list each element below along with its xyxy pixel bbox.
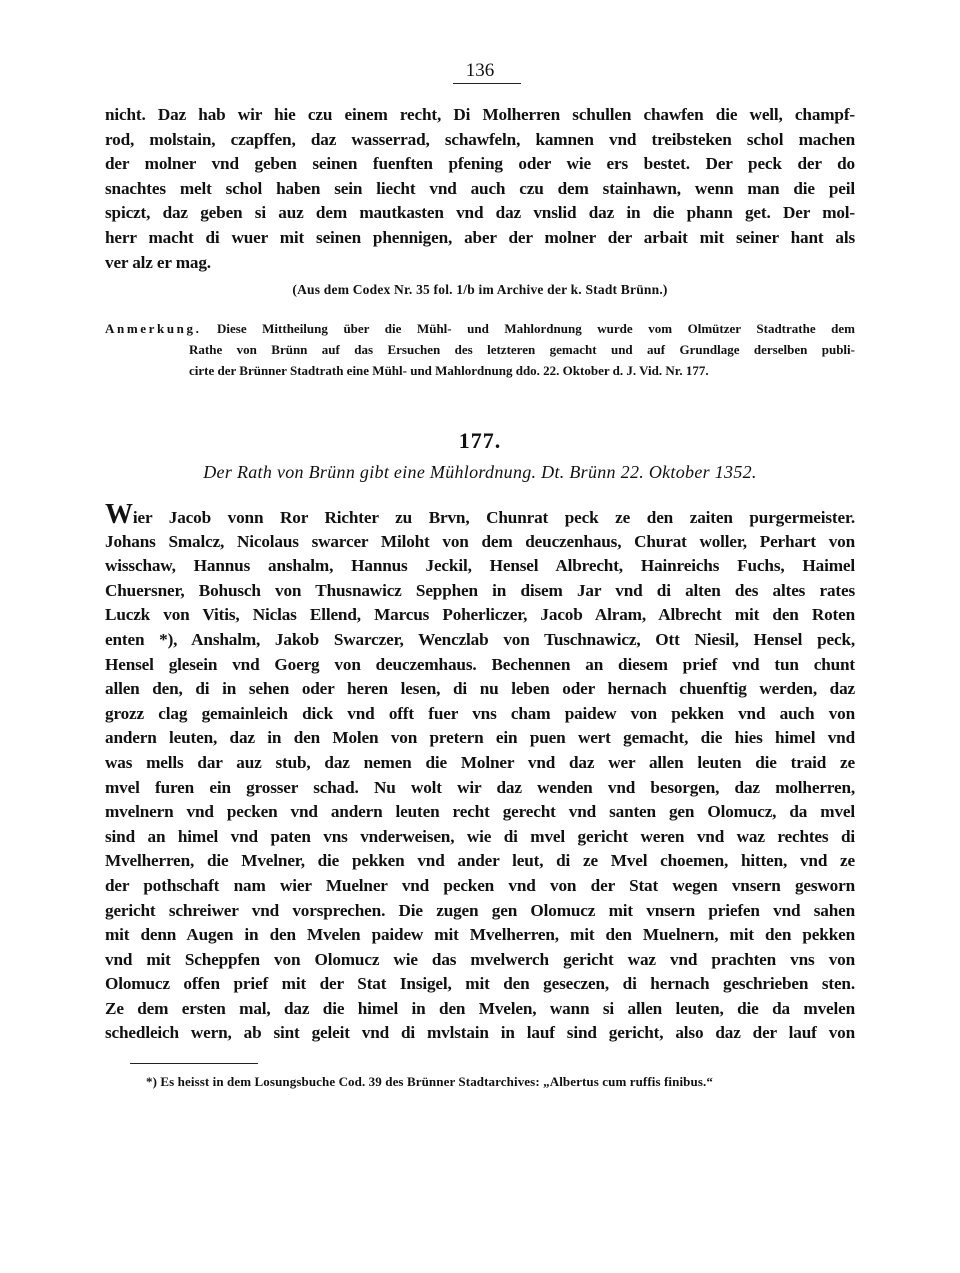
footnote-divider xyxy=(130,1063,258,1064)
first-line-text: ier Jacob vonn Ror Richter zu Brvn, Chunrat peck ze den zaiten purgermeister. xyxy=(132,508,855,527)
text-line: allen den, di in sehen oder heren lesen, di nu leben oder hernach chuenftig werden, daz xyxy=(105,679,855,699)
remark-label: Anmerkung. xyxy=(105,321,202,336)
text-line: mit denn Augen in den Mvelen paidew mit Mvelherren, mit den Muelnern, mit den pekken xyxy=(105,925,855,945)
text-line: der molner vnd geben seinen fuenften pfening oder wie ers bestet. Der peck der do xyxy=(105,154,855,174)
text-line: ver alz er mag. xyxy=(105,252,211,272)
text-line: Johans Smalcz, Nicolaus swarcer Miloht von dem deuczenhaus, Churat woller, Perhart von xyxy=(105,531,855,551)
remark-line: cirte der Brünner Stadtrath eine Mühl- und Mahlordnung ddo. 22. Oktober d. J. Vid. Nr. 177. xyxy=(189,363,709,379)
text-line: snachtes melt schol haben sein liecht vnd auch czu dem stainhawn, wenn man die peil xyxy=(105,178,855,198)
page-number-underline xyxy=(453,83,521,84)
remark-text: Diese Mittheilung über die Mühl- und Mahlordnung wurde vom Olmützer Stadtrathe dem xyxy=(217,321,855,336)
main-charter-text xyxy=(105,499,855,1046)
text-line: gericht schreiwer vnd vorsprechen. Die zugen gen Olomucz mit vnsern priefen vnd sahen xyxy=(105,900,855,920)
text-line: was mells dar auz stub, daz nemen die Molner vnd daz wer allen leuten die traid ze xyxy=(105,752,855,772)
text-line: Mvelherren, die Mvelner, die pekken vnd ander leut, di ze Mvel choemen, hitten, vnd ze xyxy=(105,851,855,871)
text-line: enten *), Anshalm, Jakob Swarczer, Wenczlab von Tuschnawicz, Ott Niesil, Hensel peck, xyxy=(105,629,855,649)
text-line: mvel furen ein grosser schad. Nu wolt wir daz wenden vnd besorgen, daz molherren, xyxy=(105,777,855,797)
continuation-paragraph xyxy=(105,103,855,275)
text-line: Hensel glesein vnd Goerg von deuczemhaus. Bechennen an diesem prief vnd tun chunt xyxy=(105,654,855,674)
document-title: Der Rath von Brünn gibt eine Mühlordnung. Dt. Brünn 22. Oktober 1352. xyxy=(203,462,757,482)
text-line: grozz clag gemainleich dick vnd offt fuer vns cham paidew von pekken vnd auch von xyxy=(105,703,855,723)
footnote: *) Es heisst in dem Losungsbuche Cod. 39 des Brünner Stadtarchives: „Albertus cum ruffis finibus.“ xyxy=(146,1074,713,1089)
text-line: spiczt, daz geben si auz dem mautkasten vnd daz vnslid daz in die phann get. Der mol- xyxy=(105,203,855,223)
text-line: rod, molstain, czapffen, daz wasserrad, schawfeln, kamnen vnd treibsteken schol machen xyxy=(105,129,855,149)
text-line: nicht. Daz hab wir hie czu einem recht, Di Molherren schullen chawfen die well, champf- xyxy=(105,105,855,124)
text-line: wisschaw, Hannus anshalm, Hannus Jeckil, Hensel Albrecht, Hainreichs Fuchs, Haimel xyxy=(105,556,855,576)
text-line: schedleich wern, ab sint geleit vnd di mvlstain in lauf sind gericht, also daz der lauf von xyxy=(105,1023,855,1043)
text-line: vnd mit Scheppfen von Olomucz wie das mvelwerch gericht waz vnd prachten vns von xyxy=(105,949,855,969)
remark-line: Rathe von Brünn auf das Ersuchen des letzteren gemacht und auf Grundlage derselben publi- xyxy=(189,342,855,358)
text-line: Chuersner, Bohusch von Thusnawicz Sepphen in disem Jar vnd di alten des altes rates xyxy=(105,580,855,600)
text-line-first xyxy=(105,499,855,530)
page-number: 136 xyxy=(465,60,495,81)
remark-first-line xyxy=(105,318,855,339)
text-line: Ze dem ersten mal, daz die himel in den Mvelen, wann si allen leuten, die da mvelen xyxy=(105,998,855,1018)
document-number: 177. xyxy=(458,428,502,453)
text-line: Olomucz offen prief mit der Stat Insigel, mit den geseczen, di hernach geschrieben sten. xyxy=(105,974,855,994)
remark-note xyxy=(105,318,855,382)
text-line: der pothschaft nam wier Muelner vnd pecken vnd von der Stat wegen vnsern gesworn xyxy=(105,875,855,895)
source-citation: (Aus dem Codex Nr. 35 fol. 1/b im Archive der k. Stadt Brünn.) xyxy=(292,282,668,297)
text-line: Luczk von Vitis, Niclas Ellend, Marcus Poherliczer, Jacob Alram, Albrecht mit den Roten xyxy=(105,605,855,625)
text-line: herr macht di wuer mit seinen phennigen, aber der molner der arbait mit seiner hant als xyxy=(105,227,855,247)
text-line: mvelnern vnd pecken vnd andern leuten recht gerecht vnd santen gen Olomucz, da mvel xyxy=(105,802,855,822)
drop-initial: W xyxy=(105,499,133,530)
text-line: sind an himel vnd paten vns vnderweisen, wie di mvel gericht weren vnd waz rechtes di xyxy=(105,826,855,846)
text-line: andern leuten, daz in den Molen von pretern ein puen wert gemacht, die hies himel vnd xyxy=(105,728,855,748)
